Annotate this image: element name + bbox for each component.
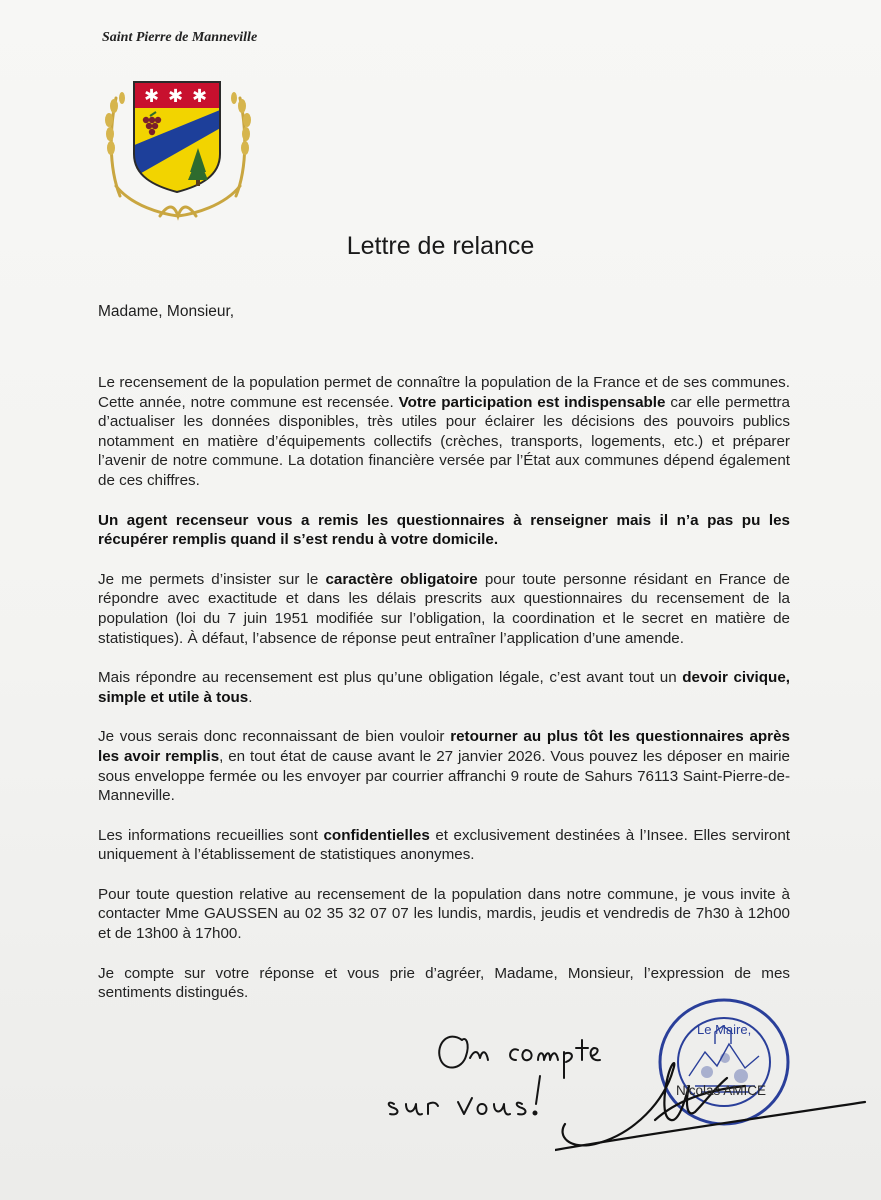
paragraph-3-text-end: pour toute personne résidant en France de répondre avec exactitude et dans les délais prescrits aux questionnaires du recensement de la population (loi du 7 juin 1951 modifiée sur l’obligation, la coordination et le secret en matière de statistiques). À défaut, l’absence de réponse peut entraîner l’application d’une amende.: [98, 570, 791, 647]
paragraph-1-text: Le recensement de la population permet de connaître la population de la France et de ses communes. Cette année, notre commune est recensée.: [98, 374, 790, 411]
paragraph-5-bold: retourner au plus tôt les questionnaires après les avoir remplis: [98, 728, 790, 765]
paragraph-4-bold: devoir civique, simple et utile à tous: [98, 669, 790, 706]
paragraph-6-text: Les informations recueillies sont: [98, 826, 324, 844]
svg-text:✱: ✱: [144, 86, 160, 107]
mayor-name: Nicolas AMICE: [676, 1083, 767, 1098]
svg-text:✱: ✱: [168, 86, 184, 107]
paragraph-5-text-end: , en tout état de cause avant le 27 janvier 2026. Vous pouvez les déposer en mairie sous enveloppe fermée ou les envoyer par courrier affranchi 9 route de Sahurs 76113 Saint-Pierre-de-Manneville.: [98, 747, 790, 805]
paragraph-2-bold: Un agent recenseur vous a remis les questionnaires à renseigner mais il n’a pas pu les récupérer remplis quand il s’est rendu à votre domicile.: [98, 511, 790, 549]
paragraph-2: [98, 511, 790, 550]
svg-text:✱: ✱: [192, 86, 208, 107]
commune-name: Saint Pierre de Manneville: [102, 30, 258, 45]
mayor-signature: [555, 1040, 875, 1160]
paragraph-3-text: Je me permets d’insister sur le: [98, 570, 326, 588]
paragraph-6-text-end: et exclusivement destinées à l’Insee. Elles serviront uniquement à l’établissement de statistiques anonymes.: [98, 826, 791, 864]
paragraph-5-text: Je vous serais donc reconnaissant de bien vouloir: [98, 728, 451, 746]
paragraph-4-text: Mais répondre au recensement est plus qu’une obligation légale, c’est avant tout un: [98, 669, 683, 687]
letter-title: Lettre de relance: [346, 232, 535, 260]
paragraph-1-bold: Votre participation est indispensable: [398, 393, 666, 411]
paragraph-6: [98, 826, 790, 865]
paragraph-4: [98, 668, 790, 707]
paragraph-3-bold: caractère obligatoire: [325, 570, 478, 588]
paragraph-1-text-end: car elle permettra d’actualiser les données disponibles, très utiles pour éclairer les décisions des pouvoirs publics notamment en matière d’équipements collectifs (crèches, transports, logements, etc.) et préparer l’avenir de notre commune. La dotation financière versée par l’État aux communes dépend également de ces chiffres.: [98, 393, 790, 489]
paragraph-8: Je compte sur votre réponse et vous prie d’agréer, Madame, Monsieur, l’expression de mes sentiments distingués.: [98, 964, 790, 1002]
mayor-title: Le Maire,: [697, 1022, 752, 1037]
paragraph-6-bold: confidentielles: [323, 826, 430, 844]
paragraph-5: [98, 727, 790, 805]
coat-of-arms-logo: [102, 76, 254, 224]
paragraph-4-text-end: .: [248, 688, 253, 706]
letter-body: [98, 373, 790, 1023]
salutation: Madame, Monsieur,: [98, 303, 235, 320]
paragraph-3: [98, 570, 790, 648]
paragraph-7: Pour toute question relative au recensement de la population dans notre commune, je vous invite à contacter Mme GAUSSEN au 02 35 32 07 07 les lundis, mardis, jeudis et vendredis de 7h30 à 12h00 et de 13h00 à 17h00.: [98, 885, 790, 943]
paragraph-1: [98, 373, 790, 491]
